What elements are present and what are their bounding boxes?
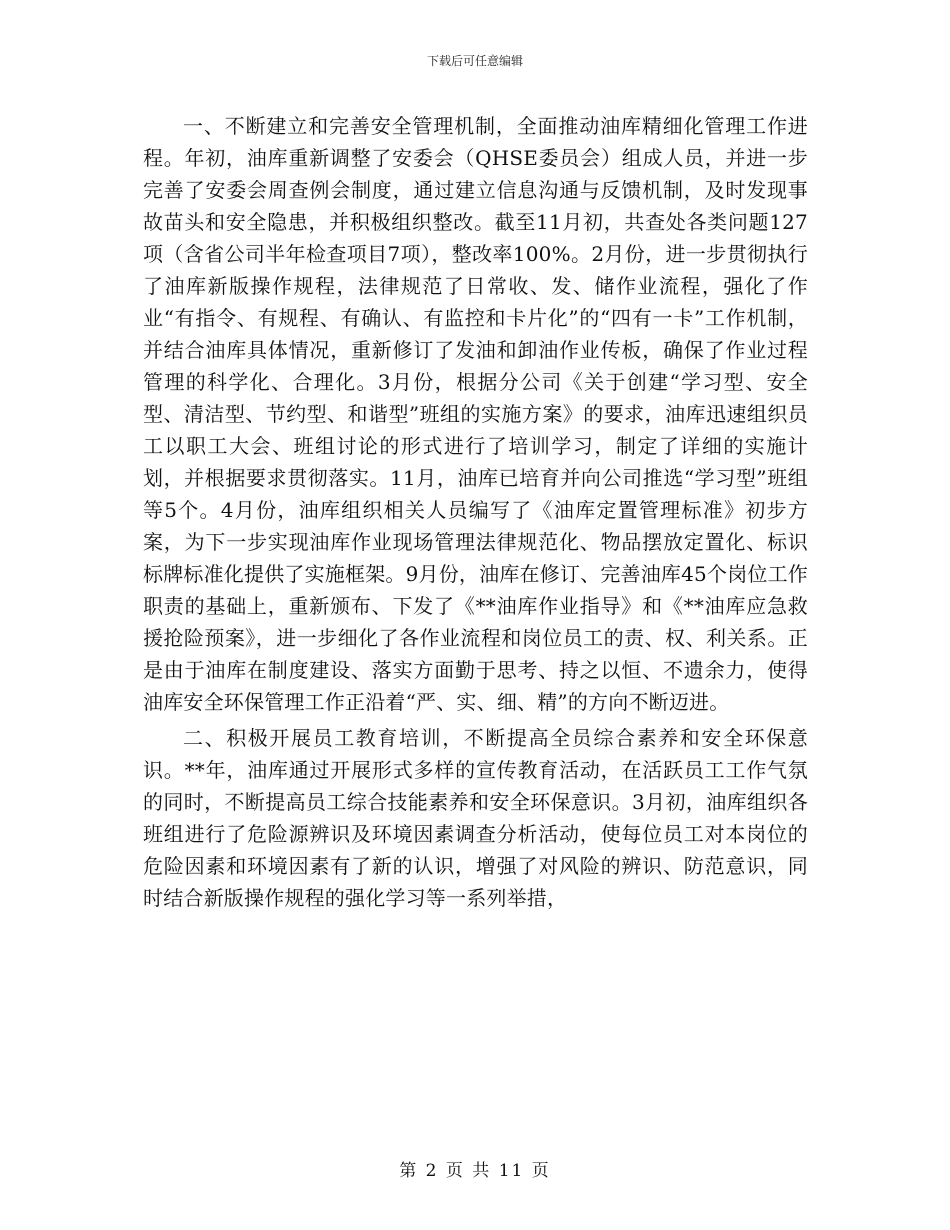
page-number-footer: 第 2 页 共 11 页: [399, 1161, 551, 1181]
page-header: 下载后可任意编辑: [426, 54, 523, 68]
paragraph-safety-management: 一、不断建立和完善安全管理机制，全面推动油库精细化管理工作进程。年初，油库重新调整了安委会（QHSE委员会）组成人员，并进一步完善了安委会周查例会制度，通过建立信息沟通与反馈机制，及时发现事故苗头和安全隐患，并积极组织整改。截至11月初，共查处各类问题127项（含省公司半年检查项目7项），整改率100%。2月份，进一步贯彻执行了油库新版操作规程，法律规范了日常收、发、储作业流程，强化了作业“有指令、有规程、有确认、有监控和卡片化”的“四有一卡”工作机制，并结合油库具体情况，重新修订了发油和卸油作业传板，确保了作业过程管理的科学化、合理化。3月份，根据分公司《关于创建“学习型、安全型、清洁型、节约型、和谐型”班组的实施方案》的要求，油库迅速组织员工以职工大会、班组讨论的形式进行了培训学习，制定了详细的实施计划，并根据要求贯彻落实。11月，油库已培育并向公司推选“学习型”班组等5个。4月份，油库组织相关人员编写了《油库定置管理标准》初步方案，为下一步实现油库作业现场管理法律规范化、物品摆放定置化、标识标牌标准化提供了实施框架。9月份，油库在修订、完善油库45个岗位工作职责的基础上，重新颁布、下发了《**油库作业指导》和《**油库应急救援抢险预案》，进一步细化了各作业流程和岗位员工的责、权、利关系。正是由于油库在制度建设、落实方面勤于思考、持之以恒、不遗余力，使得油库安全环保管理工作正沿着“严、实、细、精”的方向不断迈进。: [143, 114, 808, 714]
paragraph-staff-training: 二、积极开展员工教育培训，不断提高全员综合素养和安全环保意识。**年，油库通过开展形式多样的宣传教育活动，在活跃员工工作气氛的同时，不断提高员工综合技能素养和安全环保意识。3月初，油库组织各班组进行了危险源辨识及环境因素调查分析活动，使每位员工对本岗位的危险因素和环境因素有了新的认识，增强了对风险的辨识、防范意识，同时结合新版操作规程的强化学习等一系列举措，: [143, 726, 808, 910]
document-body: [143, 110, 808, 914]
